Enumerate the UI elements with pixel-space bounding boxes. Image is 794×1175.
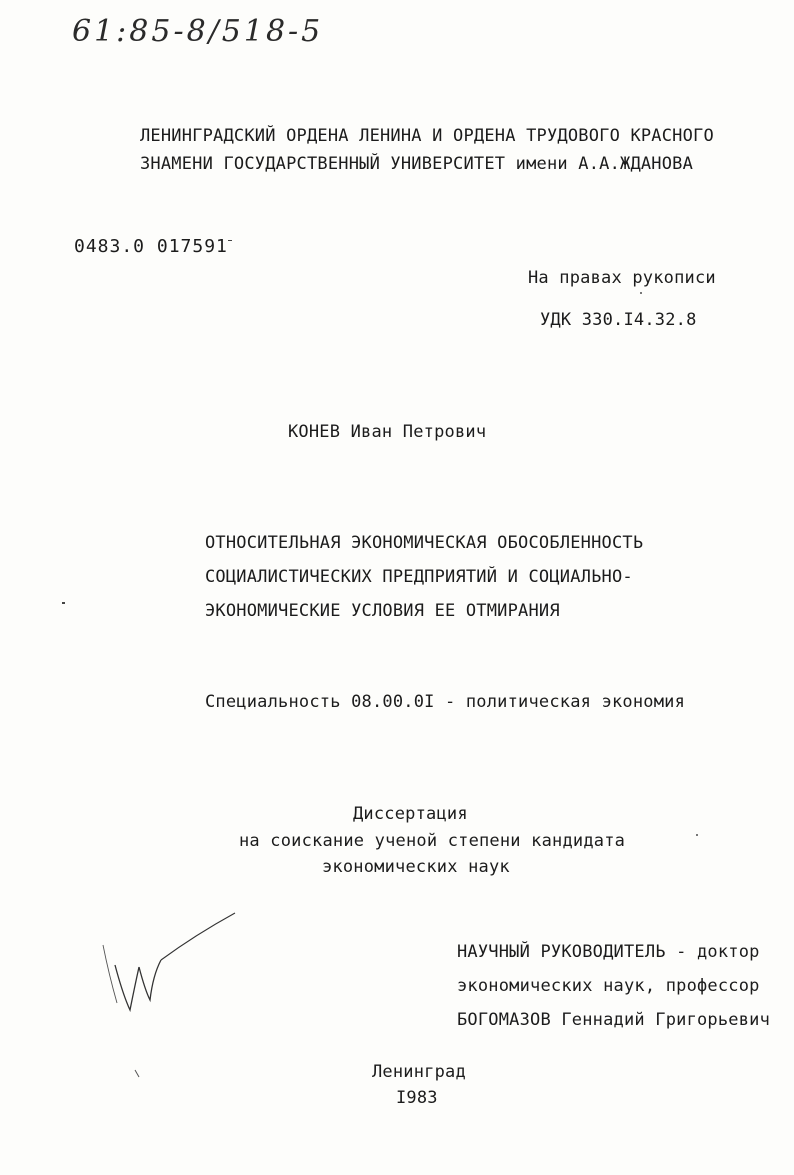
title-line-3: ЭКОНОМИЧЕСКИЕ УСЛОВИЯ ЕЕ ОТМИРАНИЯ (205, 601, 560, 621)
dissertation-degree: на соискание ученой степени кандидата (239, 831, 626, 851)
dissertation-field: экономических наук (322, 857, 510, 877)
handwritten-catalog-number: 61:85-8/518-5 (72, 14, 324, 49)
serial-number: 0483.0 017591 (74, 236, 228, 257)
supervisor-line-2: экономических наук, профессор (457, 976, 760, 996)
dissertation-label: Диссертация (353, 804, 468, 824)
city: Ленинград (372, 1062, 466, 1082)
university-line-2: ЗНАМЕНИ ГОСУДАРСТВЕННЫЙ УНИВЕРСИТЕТ имени А.А.ЖДАНОВА (140, 154, 694, 174)
supervisor-line-1: НАУЧНЫЙ РУКОВОДИТЕЛЬ - доктор (457, 942, 760, 962)
year: I983 (396, 1088, 438, 1108)
scan-speck (640, 292, 642, 294)
handwritten-signature (95, 905, 255, 1085)
supervisor-line-3: БОГОМАЗОВ Геннадий Григорьевич (457, 1010, 771, 1030)
author-name: КОНЕВ Иван Петрович (288, 422, 487, 442)
specialty-line: Специальность 08.00.0I - политическая экономия (205, 692, 686, 712)
scan-speck (228, 240, 232, 241)
university-line-1: ЛЕНИНГРАДСКИЙ ОРДЕНА ЛЕНИНА И ОРДЕНА ТРУДОВОГО КРАСНОГО (140, 126, 714, 146)
rights-note: На правах рукописи (528, 268, 716, 288)
title-line-2: СОЦИАЛИСТИЧЕСКИХ ПРЕДПРИЯТИЙ И СОЦИАЛЬНО- (205, 567, 633, 587)
title-line-1: ОТНОСИТЕЛЬНАЯ ЭКОНОМИЧЕСКАЯ ОБОСОБЛЕННОСТЬ (205, 533, 644, 553)
udk-code: УДК 330.I4.32.8 (540, 310, 697, 330)
scan-speck (696, 834, 698, 836)
scan-speck (62, 602, 65, 604)
